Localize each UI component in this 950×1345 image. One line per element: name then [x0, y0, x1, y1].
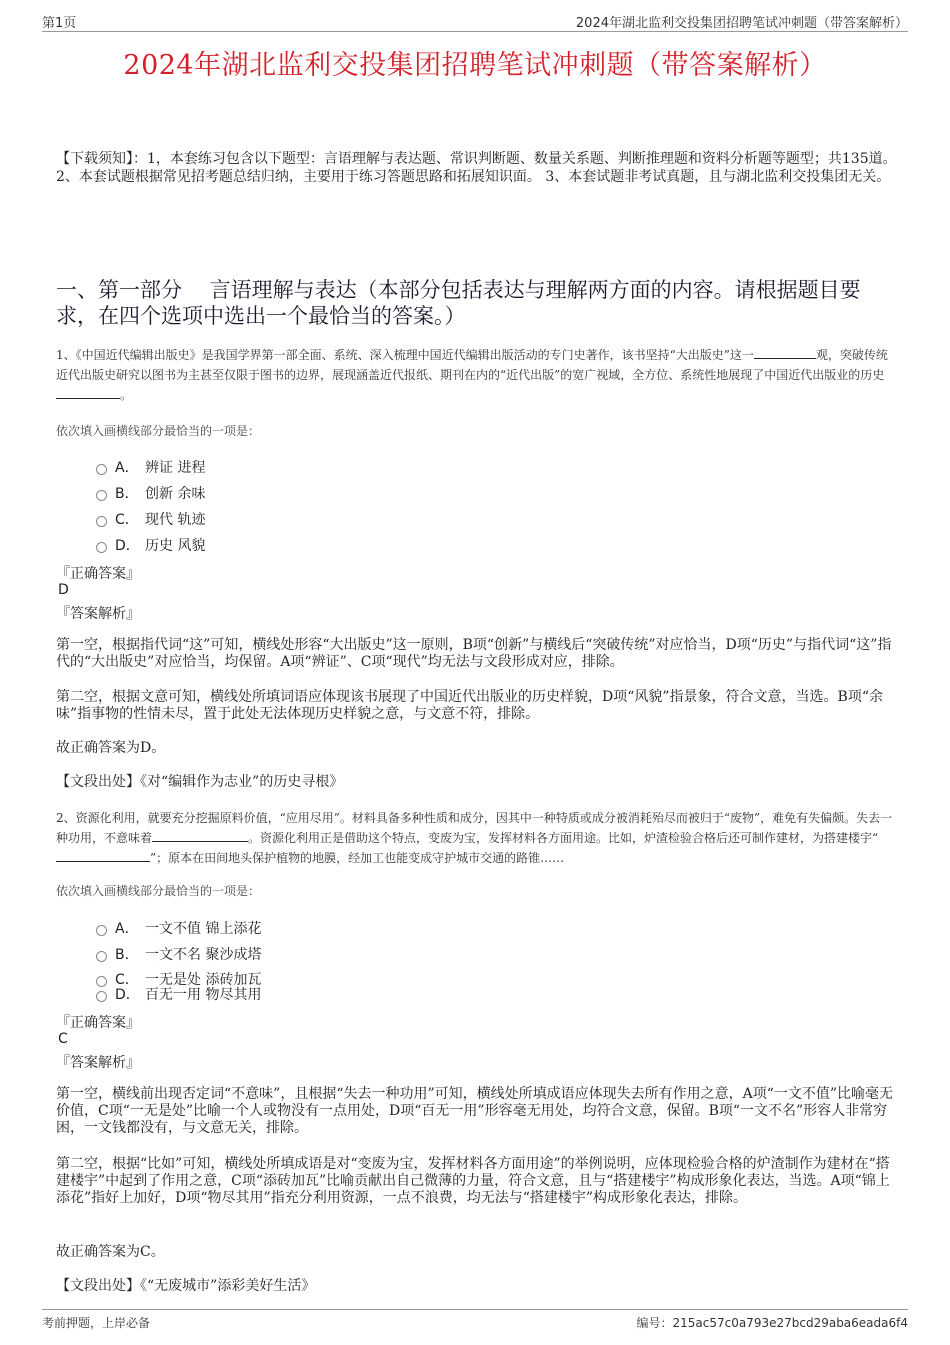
header-divider — [42, 31, 908, 32]
q1-answer-label: 『正确答案』 — [56, 566, 140, 582]
q1-blank-1 — [754, 346, 816, 359]
radio-icon[interactable] — [96, 490, 107, 501]
q1-analysis-3: 故正确答案为D。 — [56, 740, 166, 756]
radio-icon[interactable] — [96, 542, 107, 553]
q2-prompt: 依次填入画横线部分最恰当的一项是： — [56, 884, 261, 898]
question-2-stem — [56, 808, 898, 868]
q2-option-c[interactable]: C． 一无是处 添砖加瓦 — [96, 969, 261, 989]
radio-icon[interactable] — [96, 516, 107, 527]
page-number: 第1页 — [42, 16, 77, 31]
q2-text-c: ”；原本在田间地头保护植物的地膜，经加工也能变成守护城市交通的路锥…… — [150, 851, 565, 865]
footer-code: 编号：215ac57c0a793e27bcd29aba6eada6f4 — [636, 1316, 908, 1330]
q2-text-b: 。资源化利用正是借助这个特点，变废为宝，发挥材料各方面用途。比如，炉渣检验合格后还可制作建材，为搭建楼宇“ — [248, 831, 879, 845]
q2-blank-1 — [152, 829, 248, 842]
q2-answer-label: 『正确答案』 — [56, 1015, 140, 1031]
q1-blank-2 — [56, 386, 120, 399]
q2-text-a: 2、资源化利用，就要充分挖掘原料价值，“应用尽用”。材料具备多种性质和成分，因其中一种特质或成分被消耗殆尽而被归于“废物”，难免有失偏颇。失去一种功用，不意味着 — [56, 811, 893, 845]
q2-blank-2 — [56, 849, 150, 862]
q1-analysis-2: 第二空，根据文意可知，横线处所填词语应体现该书展现了中国近代出版业的历史样貌，D项“风貌”指景象，符合文意，当选。B项“余味”指事物的性情未尽，置于此处无法体现历史样貌之意，与文意不符，排除。 — [56, 689, 883, 722]
q2-option-a[interactable]: A． 一文不值 锦上添花 — [96, 918, 261, 938]
q1-source: 【文段出处】《对“编辑作为志业”的历史寻根》 — [56, 774, 344, 790]
q2-source: 【文段出处】《“无废城市”添彩美好生活》 — [56, 1278, 316, 1294]
q1-option-c[interactable]: C． 现代 轨迹 — [96, 509, 205, 529]
q1-text-c: 。 — [120, 388, 133, 402]
q2-analysis-3: 故正确答案为C。 — [56, 1244, 165, 1260]
q2-analysis-2: 第二空，根据“比如”可知，横线处所填成语是对“变废为宝，发挥材料各方面用途”的举例说明，应体现检验合格的炉渣制作为建材在“搭建楼宇”中起到了作用之意，C项“添砖加瓦”比喻贡献出自己微薄的力量，符合文意，且与“搭建楼宇”构成形象化表达，当选。A项“锦上添花”指好上加好，D项“物尽其用”指充分利用资源，一点不浪费，均无法与“搭建楼宇”构成形象化表达，排除。 — [56, 1156, 890, 1206]
radio-icon[interactable] — [96, 951, 107, 962]
footer-slogan: 考前押题，上岸必备 — [42, 1316, 151, 1330]
q1-prompt: 依次填入画横线部分最恰当的一项是： — [56, 424, 261, 438]
q2-analysis-1: 第一空，横线前出现否定词“不意味”，且根据“失去一种功用”可知，横线处所填成语应体现失去所有作用之意，A项“一文不值”比喻毫无价值，C项“一无是处”比喻一个人或物没有一点用处，D项“百无一用”形容毫无用处，均符合文意，保留。B项“一文不名”形容人非常穷困，一文钱都没有，与文意无关，排除。 — [56, 1086, 894, 1136]
header-doc-title: 2024年湖北监利交投集团招聘笔试冲刺题（带答案解析） — [575, 16, 908, 31]
q2-option-b[interactable]: B． 一文不名 聚沙成塔 — [96, 944, 261, 964]
download-notice: 【下载须知】：1，本套练习包含以下题型：言语理解与表达题、常识判断题、数量关系题、判断推理题和资料分析题等题型；共135道。 2、本套试题根据常见招考题总结归纳，主要用于练习答题思路和拓展知识面。 3、本套试题非考试真题，且与湖北监利交投集团无关。 — [56, 151, 897, 185]
q2-analysis-label: 『答案解析』 — [56, 1055, 140, 1071]
q1-analysis-label: 『答案解析』 — [56, 606, 140, 622]
q1-option-d[interactable]: D． 历史 风貌 — [96, 535, 205, 555]
footer-divider — [42, 1309, 908, 1310]
q1-option-a[interactable]: A． 辨证 进程 — [96, 457, 205, 477]
q1-text-a: 1、《中国近代编辑出版史》是我国学界第一部全面、系统、深入梳理中国近代编辑出版活动的专门史著作，该书坚持“大出版史”这一 — [56, 348, 754, 362]
radio-icon[interactable] — [96, 991, 107, 1002]
page-title: 2024年湖北监利交投集团招聘笔试冲刺题（带答案解析） — [123, 50, 827, 81]
section-heading: 一、第一部分 言语理解与表达（本部分包括表达与理解两方面的内容。请根据题目要求，在四个选项中选出一个最恰当的答案。） — [56, 278, 861, 328]
q1-answer: D — [58, 582, 69, 598]
radio-icon[interactable] — [96, 464, 107, 475]
q1-option-b[interactable]: B． 创新 余味 — [96, 483, 205, 503]
q1-text-b: 观，突破传统近代出版史研究以图书为主甚至仅限于图书的边界，展现涵盖近代报纸、期刊在内的“近代出版”的宽广视域，全方位、系统性地展现了中国近代出版业的历史 — [56, 348, 888, 382]
radio-icon[interactable] — [96, 925, 107, 936]
q1-analysis-1: 第一空，根据指代词“这”可知，横线处形容“大出版史”这一原则，B项“创新”与横线后“突破传统”对应恰当，D项“历史”与指代词“这”指代的“大出版史”对应恰当，均保留。A项“辨证”、C项“现代”均无法与文段形成对应，排除。 — [56, 637, 892, 670]
q2-answer: C — [58, 1031, 68, 1047]
question-1-stem — [56, 345, 898, 405]
q2-option-d[interactable]: D． 百无一用 物尽其用 — [96, 984, 261, 1004]
